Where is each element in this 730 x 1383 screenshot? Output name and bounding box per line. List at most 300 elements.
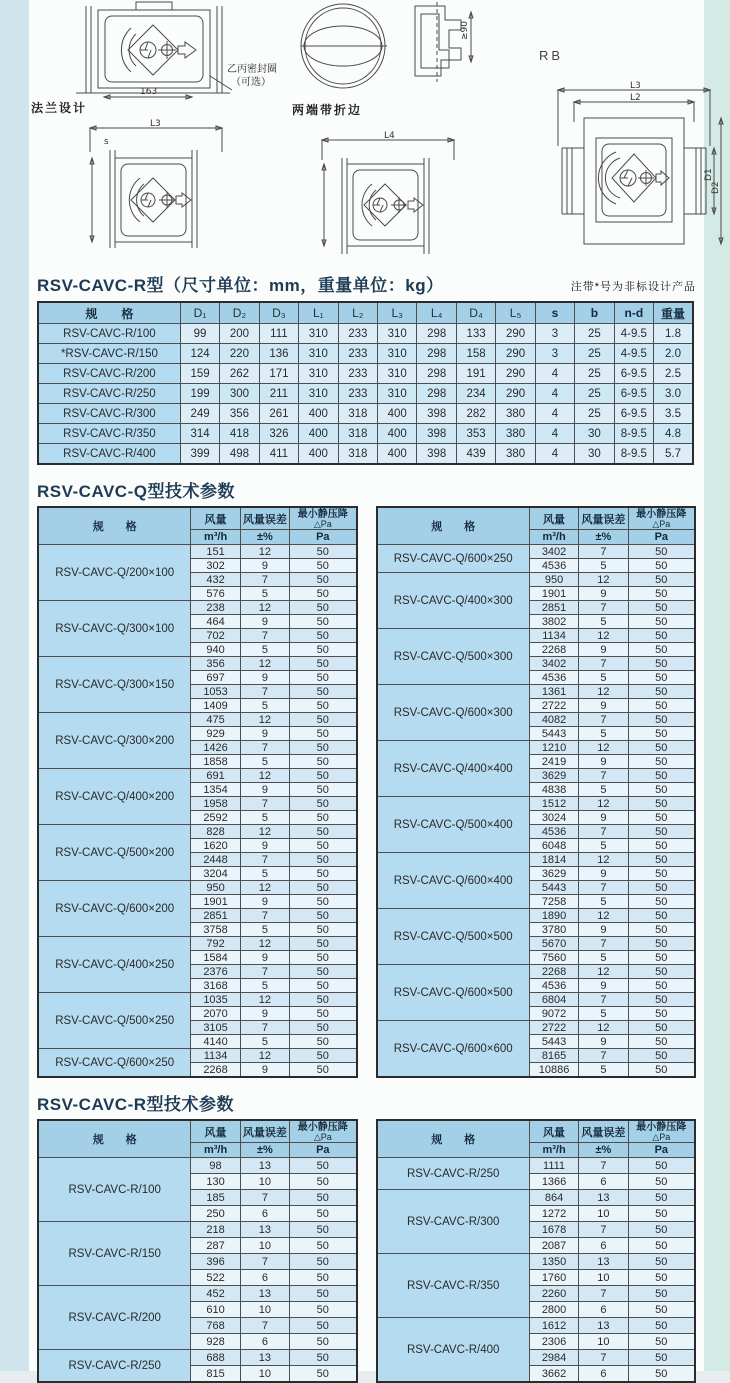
value-cell: 50 <box>628 1021 695 1035</box>
spec-cell: RSV-CAVC-Q/500×250 <box>38 993 191 1049</box>
value-cell: 1053 <box>191 685 240 699</box>
value-cell: 2800 <box>529 1302 578 1318</box>
value-cell: 1134 <box>191 1049 240 1063</box>
value-cell: 7 <box>579 1350 628 1366</box>
value-cell: 688 <box>191 1350 240 1366</box>
value-cell: 9 <box>240 559 289 573</box>
value-cell: 1958 <box>191 797 240 811</box>
value-cell: 2984 <box>529 1350 578 1366</box>
value-cell: 7 <box>579 601 628 615</box>
section-title-dimensions: RSV-CAVC-R型（尺寸单位：mm，重量单位：kg） <box>37 276 444 295</box>
value-cell: 13 <box>579 1190 628 1206</box>
value-cell: 238 <box>191 601 240 615</box>
unit-drop: Pa <box>628 1143 695 1158</box>
col-header: 重量 <box>654 302 693 324</box>
value-cell: 702 <box>191 629 240 643</box>
value-cell: 1512 <box>529 797 578 811</box>
value-cell: 7 <box>579 993 628 1007</box>
value-cell: 302 <box>191 559 240 573</box>
value-cell: 233 <box>338 324 377 344</box>
value-cell: 5 <box>579 839 628 853</box>
col-header-min-pressure-drop: 最小静压降 △Pa <box>290 1120 357 1143</box>
value-cell: 452 <box>191 1286 240 1302</box>
col-header: L₅ <box>496 302 535 324</box>
value-cell: 25 <box>575 344 614 364</box>
value-cell: 399 <box>180 444 219 465</box>
value-cell: 50 <box>628 1190 695 1206</box>
value-cell: 576 <box>191 587 240 601</box>
value-cell: 10886 <box>529 1063 578 1078</box>
spec-cell: RSV-CAVC-Q/300×100 <box>38 601 191 657</box>
value-cell: 10 <box>579 1270 628 1286</box>
value-cell: 5443 <box>529 1035 578 1049</box>
col-header-flow: 风量 <box>529 507 578 530</box>
value-cell: 1901 <box>529 587 578 601</box>
table-row <box>377 909 696 923</box>
value-cell: 12 <box>579 965 628 979</box>
spec-cell: RSV-CAVC-R/300 <box>377 1190 530 1254</box>
value-cell: 5 <box>579 783 628 797</box>
value-cell: 380 <box>496 444 535 465</box>
table-row <box>38 1222 357 1238</box>
section-title-r-params: RSV-CAVC-R型技术参数 <box>37 1095 235 1114</box>
value-cell: 50 <box>290 1366 357 1383</box>
table-row <box>38 1158 357 1174</box>
value-cell: 9 <box>579 923 628 937</box>
value-cell: 220 <box>220 344 259 364</box>
spec-cell: RSV-CAVC-Q/600×500 <box>377 965 530 1021</box>
value-cell: 50 <box>290 643 357 657</box>
value-cell: 50 <box>628 881 695 895</box>
value-cell: 50 <box>290 1063 357 1078</box>
table-row <box>38 444 693 465</box>
value-cell: 7 <box>579 1049 628 1063</box>
value-cell: 310 <box>299 324 338 344</box>
value-cell: 50 <box>628 755 695 769</box>
value-cell: 50 <box>290 1302 357 1318</box>
value-cell: 12 <box>240 657 289 671</box>
value-cell: 7 <box>579 769 628 783</box>
page-margin-strip-left <box>0 0 29 1371</box>
table-row <box>38 424 693 444</box>
value-cell: 130 <box>191 1174 240 1190</box>
value-cell: 7 <box>579 545 628 559</box>
table-row <box>38 713 357 727</box>
col-header-flow: 风量 <box>529 1120 578 1143</box>
value-cell: 2.5 <box>654 364 693 384</box>
value-cell: 50 <box>628 713 695 727</box>
value-cell: 5 <box>240 1035 289 1049</box>
value-cell: 30 <box>575 444 614 465</box>
value-cell: 50 <box>628 1158 695 1174</box>
col-header-flow-error: 风量误差 <box>240 1120 289 1143</box>
value-cell: 3204 <box>191 867 240 881</box>
value-cell: 432 <box>191 573 240 587</box>
value-cell: 7 <box>579 1286 628 1302</box>
value-cell: 1760 <box>529 1270 578 1286</box>
value-cell: 5 <box>240 979 289 993</box>
col-header-flow-error: 风量误差 <box>240 507 289 530</box>
value-cell: 10 <box>579 1206 628 1222</box>
value-cell: 50 <box>290 965 357 979</box>
value-cell: 310 <box>378 324 417 344</box>
value-cell: 5 <box>579 1007 628 1021</box>
value-cell: 290 <box>496 344 535 364</box>
rb-variant-label: RB <box>539 48 564 63</box>
value-cell: 940 <box>191 643 240 657</box>
unit-flow: m³/h <box>529 1143 578 1158</box>
value-cell: 356 <box>220 404 259 424</box>
value-cell: 4 <box>535 404 574 424</box>
value-cell: 50 <box>290 1318 357 1334</box>
value-cell: 4082 <box>529 713 578 727</box>
value-cell: 950 <box>191 881 240 895</box>
value-cell: 298 <box>417 344 456 364</box>
value-cell: 1678 <box>529 1222 578 1238</box>
value-cell: 50 <box>628 741 695 755</box>
value-cell: 50 <box>628 1350 695 1366</box>
value-cell: 12 <box>240 1049 289 1063</box>
value-cell: 298 <box>417 324 456 344</box>
value-cell: 50 <box>628 1318 695 1334</box>
value-cell: 50 <box>290 853 357 867</box>
value-cell: 3629 <box>529 867 578 881</box>
value-cell: 12 <box>579 685 628 699</box>
value-cell: 400 <box>378 424 417 444</box>
value-cell: 7 <box>579 713 628 727</box>
table-row <box>38 601 357 615</box>
value-cell: 298 <box>417 384 456 404</box>
value-cell: 7 <box>240 629 289 643</box>
value-cell: 50 <box>290 1190 357 1206</box>
value-cell: 3802 <box>529 615 578 629</box>
value-cell: 50 <box>628 629 695 643</box>
value-cell: 50 <box>290 573 357 587</box>
value-cell: 7 <box>240 685 289 699</box>
spec-cell: RSV-CAVC-Q/600×300 <box>377 685 530 741</box>
value-cell: 136 <box>259 344 298 364</box>
value-cell: 50 <box>290 601 357 615</box>
value-cell: 50 <box>290 1007 357 1021</box>
value-cell: 5443 <box>529 727 578 741</box>
table-row <box>38 404 693 424</box>
value-cell: 50 <box>628 1063 695 1078</box>
value-cell: 1890 <box>529 909 578 923</box>
value-cell: 50 <box>290 839 357 853</box>
value-cell: 50 <box>290 1350 357 1366</box>
value-cell: 50 <box>628 825 695 839</box>
unit-flow: m³/h <box>529 530 578 545</box>
value-cell: 464 <box>191 615 240 629</box>
unit-drop: Pa <box>290 530 357 545</box>
col-header-flow: 风量 <box>191 507 240 530</box>
value-cell: 12 <box>579 741 628 755</box>
dim-rb-d1: D1 <box>704 168 714 181</box>
value-cell: 191 <box>456 364 495 384</box>
col-header-min-pressure-drop: 最小静压降 △Pa <box>290 507 357 530</box>
value-cell: 12 <box>240 769 289 783</box>
value-cell: 290 <box>496 324 535 344</box>
value-cell: 50 <box>628 783 695 797</box>
value-cell: 50 <box>628 727 695 741</box>
profile-detail-drawing <box>397 0 487 95</box>
value-cell: 158 <box>456 344 495 364</box>
value-cell: 1210 <box>529 741 578 755</box>
value-cell: 1354 <box>191 783 240 797</box>
value-cell: 418 <box>220 424 259 444</box>
value-cell: 1814 <box>529 853 578 867</box>
value-cell: 13 <box>579 1318 628 1334</box>
value-cell: 3 <box>535 324 574 344</box>
value-cell: 50 <box>628 1302 695 1318</box>
value-cell: 5 <box>240 643 289 657</box>
col-header-spec: 规 格 <box>377 507 530 545</box>
value-cell: 3780 <box>529 923 578 937</box>
value-cell: 13 <box>240 1350 289 1366</box>
value-cell: 25 <box>575 404 614 424</box>
value-cell: 3758 <box>191 923 240 937</box>
value-cell: 7 <box>240 965 289 979</box>
value-cell: 7 <box>579 1222 628 1238</box>
value-cell: 1361 <box>529 685 578 699</box>
value-cell: 380 <box>496 424 535 444</box>
value-cell: 7 <box>579 657 628 671</box>
value-cell: 2448 <box>191 853 240 867</box>
value-cell: 2376 <box>191 965 240 979</box>
value-cell: 6-9.5 <box>614 404 653 424</box>
value-cell: 8165 <box>529 1049 578 1063</box>
value-cell: 6 <box>579 1366 628 1383</box>
value-cell: 50 <box>290 1270 357 1286</box>
value-cell: 498 <box>220 444 259 465</box>
table-row <box>377 1021 696 1035</box>
value-cell: 9 <box>579 867 628 881</box>
value-cell: 3024 <box>529 811 578 825</box>
value-cell: 50 <box>628 1334 695 1350</box>
value-cell: 5 <box>579 951 628 965</box>
value-cell: 50 <box>290 657 357 671</box>
spec-cell: RSV-CAVC-R/250 <box>38 1350 191 1383</box>
value-cell: 290 <box>496 364 535 384</box>
value-cell: 1612 <box>529 1318 578 1334</box>
value-cell: 151 <box>191 545 240 559</box>
value-cell: 12 <box>579 797 628 811</box>
value-cell: 5 <box>579 1063 628 1078</box>
value-cell: 50 <box>628 1366 695 1383</box>
value-cell: 4536 <box>529 825 578 839</box>
col-header: L₁ <box>299 302 338 324</box>
value-cell: 2419 <box>529 755 578 769</box>
unit-flow: m³/h <box>191 530 240 545</box>
value-cell: 5 <box>579 615 628 629</box>
value-cell: 50 <box>628 895 695 909</box>
value-cell: 12 <box>240 601 289 615</box>
value-cell: 610 <box>191 1302 240 1318</box>
spec-cell: RSV-CAVC-R/250 <box>377 1158 530 1190</box>
value-cell: 50 <box>290 811 357 825</box>
table-row <box>377 1318 696 1334</box>
value-cell: 250 <box>191 1206 240 1222</box>
spec-cell: RSV-CAVC-Q/500×500 <box>377 909 530 965</box>
col-header: L₂ <box>338 302 377 324</box>
drawing-caption-folded-ends: 两端带折边 <box>292 103 363 117</box>
value-cell: 9 <box>240 615 289 629</box>
value-cell: 50 <box>628 601 695 615</box>
value-cell: 171 <box>259 364 298 384</box>
value-cell: 475 <box>191 713 240 727</box>
value-cell: 318 <box>338 404 377 424</box>
col-header-spec: 规 格 <box>38 507 191 545</box>
spec-cell: RSV-CAVC-R/250 <box>38 384 180 404</box>
table-row <box>377 573 696 587</box>
value-cell: 199 <box>180 384 219 404</box>
spec-cell: RSV-CAVC-Q/500×400 <box>377 797 530 853</box>
value-cell: 50 <box>628 573 695 587</box>
value-cell: 5 <box>240 923 289 937</box>
table-row <box>38 657 357 671</box>
value-cell: 1.8 <box>654 324 693 344</box>
value-cell: 50 <box>628 615 695 629</box>
col-header-flow-error: 风量误差 <box>579 507 628 530</box>
value-cell: 50 <box>628 1254 695 1270</box>
unit-drop: Pa <box>290 1143 357 1158</box>
value-cell: 50 <box>628 1035 695 1049</box>
r-left-body <box>38 1158 357 1383</box>
value-cell: 50 <box>628 1286 695 1302</box>
spec-cell: RSV-CAVC-R/400 <box>38 444 180 465</box>
spec-cell: RSV-CAVC-R/150 <box>38 1222 191 1286</box>
value-cell: 792 <box>191 937 240 951</box>
q-params-table-left <box>37 506 358 1078</box>
value-cell: 5.7 <box>654 444 693 465</box>
value-cell: 50 <box>290 699 357 713</box>
dim-s: s <box>104 137 109 147</box>
value-cell: 9 <box>579 811 628 825</box>
value-cell: 691 <box>191 769 240 783</box>
value-cell: 9 <box>579 587 628 601</box>
value-cell: 50 <box>628 685 695 699</box>
value-cell: 50 <box>290 713 357 727</box>
value-cell: 5 <box>579 559 628 573</box>
value-cell: 50 <box>290 1286 357 1302</box>
value-cell: 2.0 <box>654 344 693 364</box>
value-cell: 50 <box>628 769 695 783</box>
value-cell: 50 <box>290 1254 357 1270</box>
value-cell: 1901 <box>191 895 240 909</box>
value-cell: 233 <box>338 384 377 404</box>
value-cell: 864 <box>529 1190 578 1206</box>
value-cell: 7560 <box>529 951 578 965</box>
dim-rb-l3: L3 <box>630 81 641 91</box>
table-row <box>377 685 696 699</box>
spec-cell: RSV-CAVC-Q/600×400 <box>377 853 530 909</box>
value-cell: 50 <box>290 909 357 923</box>
value-cell: 396 <box>191 1254 240 1270</box>
value-cell: 10 <box>240 1302 289 1318</box>
value-cell: 400 <box>378 404 417 424</box>
spec-cell: RSV-CAVC-Q/600×250 <box>38 1049 191 1078</box>
spec-cell: RSV-CAVC-R/100 <box>38 324 180 344</box>
spec-cell: RSV-CAVC-Q/300×150 <box>38 657 191 713</box>
q-left-body <box>38 545 357 1078</box>
value-cell: 439 <box>456 444 495 465</box>
value-cell: 282 <box>456 404 495 424</box>
spec-cell: *RSV-CAVC-R/150 <box>38 344 180 364</box>
valve-side-view-l3-drawing <box>84 118 234 260</box>
value-cell: 5 <box>579 895 628 909</box>
value-cell: 4 <box>535 444 574 465</box>
value-cell: 12 <box>240 881 289 895</box>
value-cell: 262 <box>220 364 259 384</box>
value-cell: 50 <box>290 867 357 881</box>
table-row <box>38 1350 357 1366</box>
spec-cell: RSV-CAVC-Q/400×400 <box>377 741 530 797</box>
value-cell: 50 <box>628 559 695 573</box>
value-cell: 50 <box>290 545 357 559</box>
spec-cell: RSV-CAVC-R/350 <box>38 424 180 444</box>
value-cell: 287 <box>191 1238 240 1254</box>
value-cell: 50 <box>628 951 695 965</box>
r-params-table-left <box>37 1119 358 1383</box>
table-row <box>377 1190 696 1206</box>
value-cell: 9 <box>240 1063 289 1078</box>
col-header-min-pressure-drop: 最小静压降 △Pa <box>628 507 695 530</box>
value-cell: 50 <box>628 1174 695 1190</box>
value-cell: 4 <box>535 424 574 444</box>
value-cell: 6 <box>579 1238 628 1254</box>
value-cell: 12 <box>579 629 628 643</box>
value-cell: 12 <box>240 993 289 1007</box>
value-cell: 4-9.5 <box>614 344 653 364</box>
col-header-min-pressure-drop: 最小静压降 △Pa <box>628 1120 695 1143</box>
unit-flow: m³/h <box>191 1143 240 1158</box>
value-cell: 310 <box>299 364 338 384</box>
value-cell: 50 <box>290 559 357 573</box>
value-cell: 6 <box>579 1174 628 1190</box>
value-cell: 234 <box>456 384 495 404</box>
value-cell: 7 <box>579 937 628 951</box>
col-header: D₂ <box>220 302 259 324</box>
spec-cell: RSV-CAVC-Q/400×250 <box>38 937 191 993</box>
value-cell: 211 <box>259 384 298 404</box>
value-cell: 7 <box>240 1254 289 1270</box>
round-duct-drawing <box>287 2 399 92</box>
value-cell: 10 <box>579 1334 628 1350</box>
nonstandard-note: 注带*号为非标设计产品 <box>570 281 696 293</box>
value-cell: 4838 <box>529 783 578 797</box>
flange-valve-front-drawing <box>74 0 234 100</box>
value-cell: 111 <box>259 324 298 344</box>
table-row <box>38 324 693 344</box>
value-cell: 50 <box>290 797 357 811</box>
value-cell: 697 <box>191 671 240 685</box>
value-cell: 1620 <box>191 839 240 853</box>
value-cell: 50 <box>628 839 695 853</box>
value-cell: 2722 <box>529 699 578 713</box>
spec-cell: RSV-CAVC-Q/600×600 <box>377 1021 530 1078</box>
valve-side-view-l4-drawing <box>314 132 464 262</box>
value-cell: 6 <box>240 1206 289 1222</box>
value-cell: 380 <box>496 404 535 424</box>
value-cell: 50 <box>290 741 357 755</box>
value-cell: 133 <box>456 324 495 344</box>
value-cell: 50 <box>628 1238 695 1254</box>
value-cell: 9 <box>579 699 628 713</box>
value-cell: 1426 <box>191 741 240 755</box>
value-cell: 7 <box>240 797 289 811</box>
value-cell: 950 <box>529 573 578 587</box>
value-cell: 50 <box>290 1035 357 1049</box>
